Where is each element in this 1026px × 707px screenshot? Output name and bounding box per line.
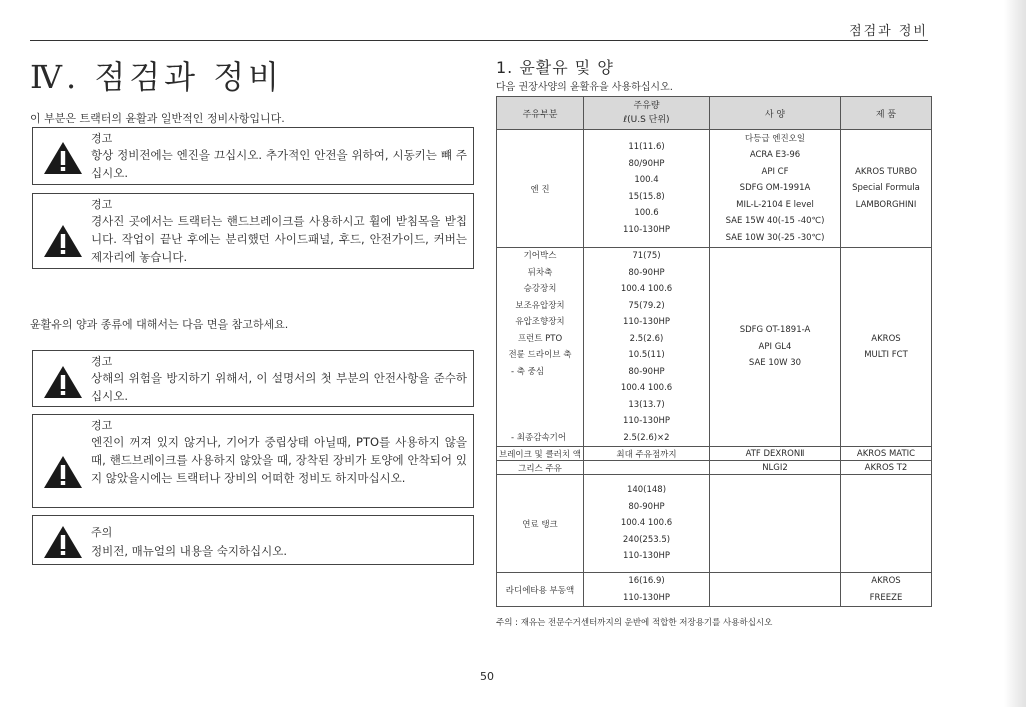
cell-spec — [710, 573, 841, 607]
warning-label: 경고 — [91, 355, 113, 368]
caution-box — [32, 515, 474, 565]
cell-line: 100.4 100.6 — [620, 518, 673, 529]
cell-product — [841, 573, 932, 607]
cell-part — [497, 248, 584, 447]
cell-line: 110-130HP — [622, 551, 671, 562]
cell-part: 그리스 주유 — [497, 461, 584, 475]
cell-line: MULTI FCT — [864, 350, 908, 360]
table-row-engine — [497, 130, 932, 248]
cell-line: 뒤차축 — [527, 267, 553, 278]
cell-product — [841, 475, 932, 573]
cell-line: Special Formula — [852, 183, 920, 194]
cell-line: 승강장치 — [523, 284, 557, 294]
cell-line: 110-130HP — [622, 416, 671, 426]
warning-box — [32, 350, 474, 407]
warning-box — [32, 193, 474, 269]
cell-line: API GL4 — [758, 341, 792, 352]
cell-quantity — [584, 130, 710, 248]
cell-line: 100.4 100.6 — [620, 284, 673, 294]
cell-line: AKROS — [871, 333, 901, 344]
section-subtitle: 다음 권장사양의 윤활유을 사용하십시오. — [496, 82, 673, 93]
cell-line: API CF — [761, 166, 789, 177]
cell-spec: ATF DEXRONⅡ — [710, 447, 841, 461]
cell-line: - 축 중심 — [511, 366, 545, 377]
cell-line: ACRA E3-96 — [749, 150, 801, 161]
warning-box — [32, 414, 474, 508]
header-title: 점검과 정비 — [849, 24, 928, 39]
table-row-fuel — [497, 475, 932, 573]
cell-spec — [710, 248, 841, 447]
warning-label: 경고 — [91, 132, 113, 145]
cell-line: SAE 15W 40(-15 -40℃) — [725, 216, 825, 227]
cell-line: 100.4 100.6 — [620, 383, 673, 393]
cell-line — [497, 380, 583, 397]
caution-label: 주의 — [91, 526, 113, 539]
table-header-row — [497, 97, 932, 130]
cell-line: - 최종감속기어 — [511, 432, 567, 443]
cell-line: LAMBORGHINI — [855, 199, 917, 210]
warning-icon — [43, 141, 83, 175]
cell-product — [841, 130, 932, 248]
cell-line: 다등급 엔진오일 — [744, 133, 806, 144]
table-row-radiator — [497, 573, 932, 607]
cell-line: 80-90HP — [628, 366, 665, 377]
header-quantity-unit: ℓ(U.S 단위) — [623, 115, 670, 125]
warning-icon — [43, 455, 83, 489]
cell-line: 15(15.8) — [628, 191, 665, 202]
page-number: 50 — [480, 670, 494, 683]
cell-product: AKROS T2 — [841, 461, 932, 475]
header-part: 주유부분 — [497, 97, 584, 130]
cell-quantity — [584, 573, 710, 607]
cell-line: 100.6 — [634, 208, 659, 218]
cell-line: 10.5(11) — [628, 350, 665, 360]
header-quantity-line: 주유량 — [633, 101, 660, 111]
caution-text: 정비전, 매뉴얼의 내용을 숙지하십시오. — [91, 544, 288, 558]
cell-line: AKROS — [871, 576, 901, 586]
cell-line: SDFG OT-1891-A — [739, 325, 811, 336]
cell-part: 브레이크 및 클러치 액 — [497, 447, 584, 461]
cell-line: 80-90HP — [628, 267, 665, 278]
cell-line: SAE 10W 30(-25 -30℃) — [725, 232, 825, 243]
cell-spec — [710, 130, 841, 248]
table-row-grease — [497, 461, 932, 475]
cell-quantity — [584, 475, 710, 573]
cell-line: MIL-L-2104 E level — [736, 199, 814, 210]
intro-text: 이 부분은 트랙터의 윤활과 일반적인 정비사항입니다. — [30, 112, 285, 125]
warning-icon — [43, 525, 83, 559]
cell-part: 엔 진 — [497, 130, 584, 248]
warning-text: 항상 정비전에는 엔진을 끄십시오. 추가적인 안전을 위하여, 시동키는 뺴 주십시오. — [91, 148, 467, 180]
table-row-transmission — [497, 248, 932, 447]
cell-line: 2.5(2.6) — [629, 333, 664, 344]
cell-line: FREEZE — [869, 592, 903, 603]
warning-text: 상해의 위험을 방지하기 위해서, 이 설명서의 첫 부분의 안전사항을 준수하십시오. — [91, 371, 467, 403]
header-quantity — [584, 97, 710, 130]
cell-line: AKROS TURBO — [855, 166, 917, 177]
cell-quantity — [584, 248, 710, 447]
cell-line: 110-130HP — [622, 592, 671, 603]
cell-line: 80-90HP — [628, 501, 665, 512]
header-divider — [30, 40, 928, 41]
cell-line: 75(79.2) — [628, 300, 665, 311]
cell-line: 110-130HP — [622, 224, 671, 235]
warning-label: 경고 — [91, 419, 113, 432]
page-edge-shadow — [1004, 0, 1026, 707]
cell-line: 100.4 — [634, 175, 659, 185]
cell-line: 240(253.5) — [622, 534, 671, 545]
warning-box — [32, 127, 474, 185]
lubricant-table — [496, 96, 932, 607]
table-footnote: 주의 : 재유는 전문수거센터까지의 운반에 적합한 저장용기를 사용하십시오 — [496, 618, 773, 628]
cell-quantity: 최대 주유점까지 — [584, 447, 710, 461]
cell-line: 140(148) — [626, 485, 667, 496]
table-row-brake — [497, 447, 932, 461]
cell-spec — [710, 475, 841, 573]
section-title: 1. 윤활유 및 양 — [496, 58, 614, 77]
cell-line: 71(75) — [632, 251, 661, 261]
cell-part: 라디에타용 부동액 — [497, 573, 584, 607]
cell-line: 110-130HP — [622, 317, 671, 327]
header-product: 제 품 — [841, 97, 932, 130]
warning-label: 경고 — [91, 198, 113, 211]
cell-product — [841, 248, 932, 447]
cell-line: 유압조향장치 — [515, 317, 565, 327]
cell-line: 전륜 드라이브 축 — [508, 350, 572, 360]
reference-note: 윤활유의 양과 종류에 대해서는 다음 면을 참고하세요. — [30, 318, 289, 331]
cell-line: 16(16.9) — [628, 576, 665, 586]
cell-part: 연료 탱크 — [497, 475, 584, 573]
warning-icon — [43, 224, 83, 258]
warning-icon — [43, 365, 83, 399]
cell-line: 80/90HP — [628, 158, 665, 169]
cell-line: 13(13.7) — [628, 399, 665, 410]
header-spec: 사 양 — [710, 97, 841, 130]
cell-product: AKROS MATIC — [841, 447, 932, 461]
cell-line: 11(11.6) — [628, 142, 665, 152]
cell-line — [497, 413, 583, 430]
cell-line — [497, 397, 583, 414]
cell-line: 2.5(2.6)×2 — [623, 432, 670, 443]
warning-text: 엔진이 꺼져 있지 않거나, 기어가 중립상태 아닐때, PTO를 사용하지 않을 때, 핸드브레이크를 사용하지 않았을 때, 장착된 장비가 토양에 안착되어 있지 않았을시에는 트랙터나 장비의 어떠한 정비도 하지마십시오. — [91, 435, 467, 485]
chapter-title: Ⅳ. 점검과 정비 — [30, 58, 284, 96]
cell-spec: NLGI2 — [710, 461, 841, 475]
cell-line: 기어박스 — [523, 251, 557, 261]
cell-line: 프런트 PTO — [517, 333, 563, 344]
cell-quantity — [584, 461, 710, 475]
cell-line: SDFG OM-1991A — [739, 183, 811, 194]
warning-text: 경사진 곳에서는 트랙터는 핸드브레이크를 사용하시고 휠에 받침목을 받칩니다. 작업이 끝난 후에는 분리했던 사이드패널, 후드, 안전가이드, 커버는 제자리에 놓습니다. — [91, 214, 467, 264]
cell-line: 보조유압장치 — [515, 300, 565, 311]
cell-line: SAE 10W 30 — [748, 358, 802, 369]
